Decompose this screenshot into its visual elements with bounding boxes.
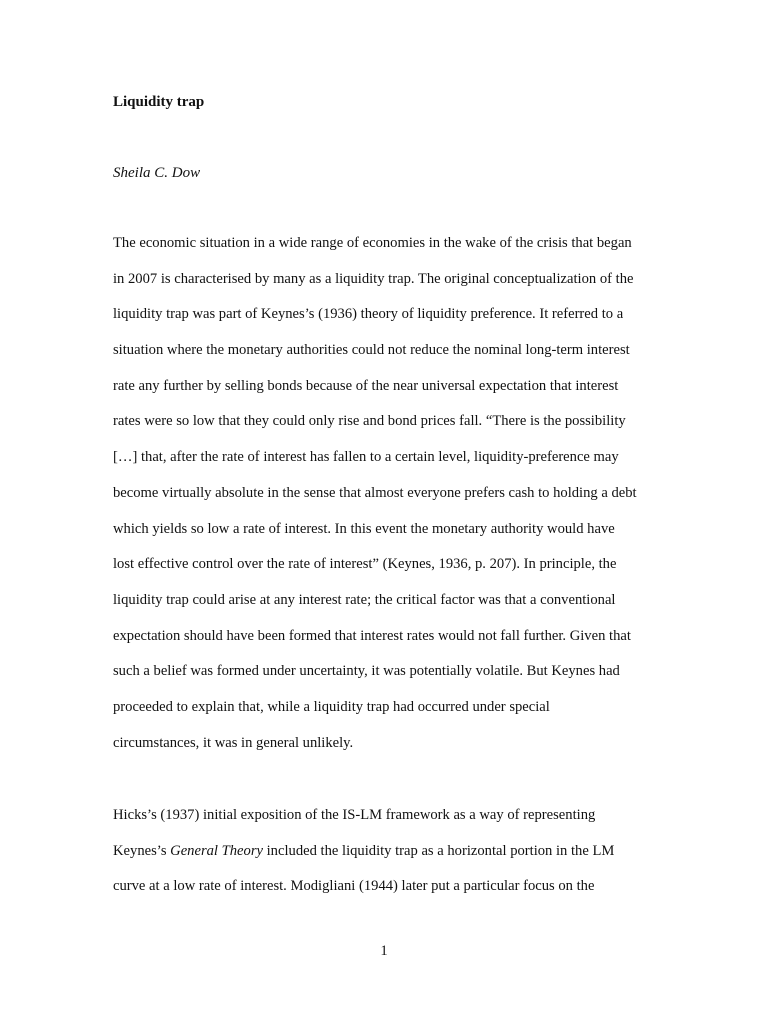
text-line: such a belief was formed under uncertainty, it was potentially volatile. But Keynes had <box>113 663 620 680</box>
text-line: become virtually absolute in the sense that almost everyone prefers cash to holding a debt <box>113 484 637 501</box>
author-name: Sheila C. Dow <box>113 165 201 181</box>
text-line: which yields so low a rate of interest. In this event the monetary authority would have <box>113 520 615 537</box>
page-number: 1 <box>380 943 388 959</box>
paragraph-2 <box>113 805 673 912</box>
text-line: liquidity trap could arise at any interest rate; the critical factor was that a conventional <box>113 591 616 608</box>
text-line: expectation should have been formed that interest rates would not fall further. Given that <box>113 627 631 644</box>
text-line: rate any further by selling bonds because of the near universal expectation that interest <box>113 377 619 394</box>
text-line: rates were so low that they could only rise and bond prices fall. “There is the possibility <box>113 413 626 430</box>
text-line: proceeded to explain that, while a liquidity trap had occurred under special <box>113 698 550 715</box>
text-line: lost effective control over the rate of interest” (Keynes, 1936, p. 207). In principle, the <box>113 556 617 573</box>
document-title: Liquidity trap <box>113 94 205 110</box>
text-segment: included the liquidity trap as a horizontal portion in the LM <box>262 842 615 859</box>
text-line: The economic situation in a wide range of economies in the wake of the crisis that began <box>113 235 632 251</box>
text-line: Hicks’s (1937) initial exposition of the IS-LM framework as a way of representing <box>113 807 596 823</box>
book-title-italic: General Theory <box>170 842 263 859</box>
text-line: curve at a low rate of interest. Modigliani (1944) later put a particular focus on the <box>113 878 595 895</box>
text-line: […] that, after the rate of interest has fallen to a certain level, liquidity-preference may <box>113 449 619 466</box>
text-line <box>113 841 673 877</box>
text-segment: Keynes’s <box>113 842 171 859</box>
text-line: circumstances, it was in general unlikely. <box>113 734 354 751</box>
text-line: situation where the monetary authorities could not reduce the nominal long-term interest <box>113 342 630 359</box>
text-line: in 2007 is characterised by many as a liquidity trap. The original conceptualization of the <box>113 270 634 287</box>
paragraph-1 <box>113 233 673 768</box>
text-line: liquidity trap was part of Keynes’s (1936) theory of liquidity preference. It referred to a <box>113 306 624 323</box>
